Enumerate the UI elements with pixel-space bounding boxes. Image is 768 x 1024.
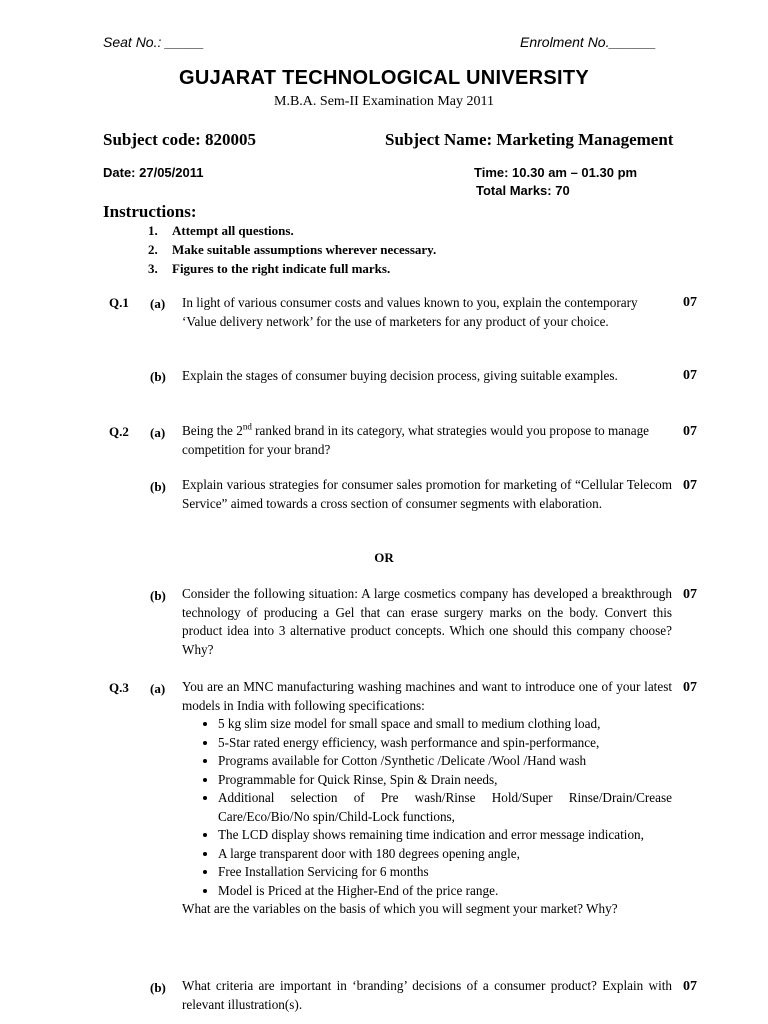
question-text: Explain the stages of consumer buying decision process, giving suitable examples. bbox=[182, 368, 618, 383]
spec-item: • Model is Priced at the Higher-End of the price range. bbox=[218, 882, 672, 901]
exam-time: Time: 10.30 am – 01.30 pm bbox=[474, 165, 638, 180]
subquestion-label: (a) bbox=[150, 296, 166, 311]
spec-item: • Free Installation Servicing for 6 months bbox=[218, 863, 672, 882]
subject-code: Subject code: 820005 bbox=[103, 130, 256, 149]
question-intro: You are an MNC manufacturing washing machines and want to introduce one of your latest models in India with following specifications: bbox=[182, 679, 672, 713]
question-label: Q.2 bbox=[109, 424, 129, 439]
question-text: In light of various consumer costs and values known to you, explain the contemporary ‘Value delivery network’ for the use of marketers for any product of your choice. bbox=[182, 295, 638, 329]
question-text bbox=[182, 422, 672, 459]
question-marks: 07 bbox=[683, 295, 697, 310]
spec-item: • 5-Star rated energy efficiency, wash performance and spin-performance, bbox=[218, 734, 672, 753]
exam-date: Date: 27/05/2011 bbox=[103, 165, 204, 180]
instruction-text: Attempt all questions. bbox=[172, 223, 294, 238]
exam-title: M.B.A. Sem-II Examination May 2011 bbox=[274, 94, 494, 109]
subquestion-label: (a) bbox=[150, 425, 166, 440]
spec-item: • 5 kg slim size model for small space and small to medium clothing load, bbox=[218, 715, 672, 734]
subject-name-value: Marketing Management bbox=[496, 130, 674, 149]
question-text-sup: nd bbox=[242, 421, 252, 432]
university-title: GUJARAT TECHNOLOGICAL UNIVERSITY bbox=[179, 67, 589, 89]
instructions-heading: Instructions: bbox=[103, 202, 197, 221]
subquestion-label: (b) bbox=[150, 980, 166, 995]
total-marks: Total Marks: 70 bbox=[476, 183, 570, 198]
question-text: Consider the following situation: A large cosmetics company has developed a breakthrough technology of producing a Gel that can erase surgery marks on the body. Convert this product idea into 3 alternative product concepts. Which one should this company choose? Why? bbox=[182, 586, 672, 657]
question-marks: 07 bbox=[683, 680, 697, 695]
question-text: What criteria are important in ‘branding’ decisions of a consumer product? Explain with relevant illustration(s). bbox=[182, 978, 672, 1012]
subject-name bbox=[385, 130, 673, 150]
subquestion-label: (a) bbox=[150, 681, 166, 696]
seat-no: Seat No.: _____ bbox=[103, 34, 205, 50]
enrolment-no: Enrolment No.______ bbox=[520, 34, 657, 50]
question-text-post: ranked brand in its category, what strategies would you propose to manage competition for your brand? bbox=[182, 423, 650, 457]
instruction-num: 1. bbox=[148, 223, 158, 238]
question-marks: 07 bbox=[683, 979, 697, 994]
instruction-item bbox=[148, 261, 390, 277]
instruction-text: Make suitable assumptions wherever necessary. bbox=[172, 242, 437, 257]
instruction-item bbox=[148, 223, 294, 239]
spec-item: • Programmable for Quick Rinse, Spin & Drain needs, bbox=[218, 771, 672, 790]
question-marks: 07 bbox=[683, 424, 697, 439]
instruction-num: 2. bbox=[148, 242, 158, 257]
question-text: Explain various strategies for consumer sales promotion for marketing of “Cellular Telecom Service” aimed towards a cross section of consumer segments with elaboration. bbox=[182, 477, 672, 511]
spec-list bbox=[182, 715, 672, 900]
question-label: Q.3 bbox=[109, 680, 129, 695]
question-closing: What are the variables on the basis of which you will segment your market? Why? bbox=[182, 901, 618, 916]
subquestion-label: (b) bbox=[150, 479, 166, 494]
spec-item: • Programs available for Cotton /Synthetic /Delicate /Wool /Hand wash bbox=[218, 752, 672, 771]
or-separator: OR bbox=[374, 550, 394, 565]
question-marks: 07 bbox=[683, 587, 697, 602]
question-label: Q.1 bbox=[109, 295, 129, 310]
question-text bbox=[182, 678, 672, 919]
spec-item: • The LCD display shows remaining time indication and error message indication, bbox=[218, 826, 672, 845]
instruction-num: 3. bbox=[148, 261, 158, 276]
instruction-item bbox=[148, 242, 436, 258]
subquestion-label: (b) bbox=[150, 588, 166, 603]
question-marks: 07 bbox=[683, 478, 697, 493]
subquestion-label: (b) bbox=[150, 369, 166, 384]
question-text-pre: Being the 2 bbox=[182, 423, 243, 438]
question-marks: 07 bbox=[683, 368, 697, 383]
spec-item: • Additional selection of Pre wash/Rinse Hold/Super Rinse/Drain/Crease Care/Eco/Bio/No spin/Child-Lock functions, bbox=[218, 789, 672, 826]
spec-item: • A large transparent door with 180 degrees opening angle, bbox=[218, 845, 672, 864]
instruction-text: Figures to the right indicate full marks. bbox=[172, 261, 391, 276]
subject-name-label: Subject Name: bbox=[385, 130, 493, 149]
